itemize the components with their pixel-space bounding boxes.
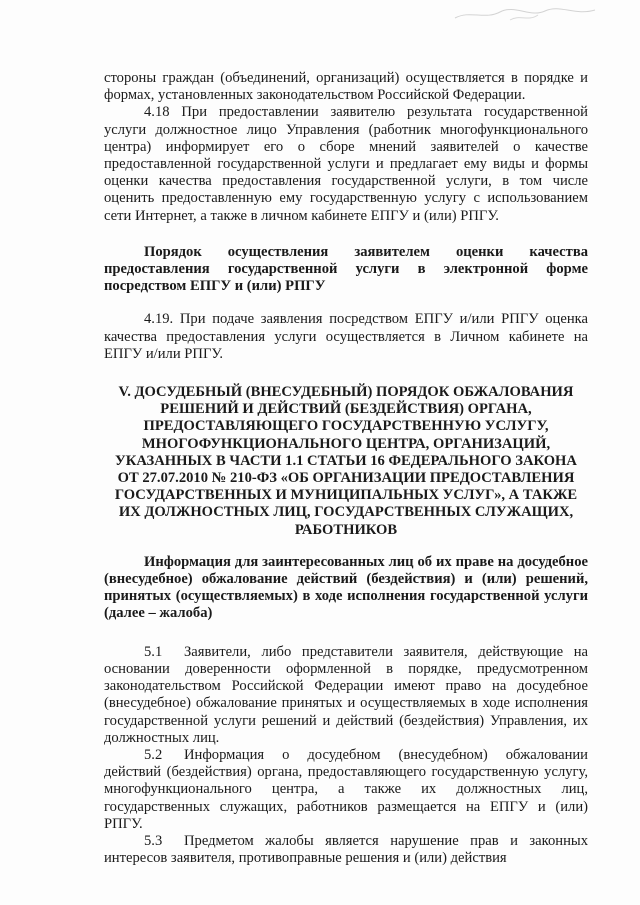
section-v-title: V. ДОСУДЕБНЫЙ (ВНЕСУДЕБНЫЙ) ПОРЯДОК ОБЖАЛОВАНИЯ РЕШЕНИЙ И ДЕЙСТВИЙ (БЕЗДЕЙСТВИЯ) ОРГАНА, ПРЕДОСТАВЛЯЮЩЕГО ГОСУДАРСТВЕННУЮ УСЛУГУ, МНОГОФУНКЦИОНАЛЬНОГО ЦЕНТРА, ОРГАНИЗАЦИЙ, УКАЗАННЫХ В ЧАСТИ 1.1 СТАТЬИ 16 ФЕДЕРАЛЬНОГО ЗАКОНА ОТ 27.07.2010 № 210-ФЗ «ОБ ОРГАНИЗАЦИИ ПРЕДОСТАВЛЕНИЯ ГОСУДАРСТВЕННЫХ И МУНИЦИПАЛЬНЫХ УСЛУГ», А ТАКЖЕ ИХ ДОЛЖНОСТНЫХ ЛИЦ, ГОСУДАРСТВЕННЫХ СЛУЖАЩИХ, РАБОТНИКОВ [114, 384, 578, 538]
heading-quality-assessment: Порядок осуществления заявителем оценки качества предоставления государственной услуги в электронной форме посредством ЕПГУ и (или) РПГУ [104, 243, 588, 295]
item-5-3-text: Предметом жалобы является нарушение прав и законных интересов заявителя, противоправные решения и (или) действия [104, 832, 588, 867]
paragraph-4-18: 4.18 При предоставлении заявителю результата государственной услуги должностное лицо Управления (работник многофункционального центра) информирует его о сборе мнений заявителей о качестве предоставленной государственной услуги и предлагает ему виды и формы оценки качества предоставления государственной услуги, в том числе оценить предоставленную ему государственную услугу с использованием сети Интернет, а также в личном кабинете ЕПГУ и (или) РПГУ. [104, 104, 588, 224]
item-5-2-text: Информация о досудебном (внесудебном) обжаловании действий (бездействия) органа, предоставляющего государственную услугу, многофункционального центра, а также их должностных лиц, государственных служащих, работников размещается на ЕПГУ и (или) РПГУ. [104, 746, 588, 832]
paragraph-4-19: 4.19. При подаче заявления посредством ЕПГУ и/или РПГУ оценка качества предоставления услуги осуществляется в Личном кабинете на ЕПГУ и/или РПГУ. [104, 311, 588, 362]
heading-appeal-information: Информация для заинтересованных лиц об их праве на досудебное (внесудебное) обжалование действий (бездействия) и (или) решений, принятых (осуществляемых) в ходе исполнения государственной услуги (далее – жалоба) [104, 553, 588, 622]
item-5-1-number: 5.1 [144, 643, 163, 660]
stamp-smudge-mark [450, 4, 600, 24]
item-5-3 [104, 833, 588, 867]
item-5-3-number: 5.3 [144, 832, 163, 849]
item-5-2-number: 5.2 [144, 746, 163, 763]
paragraph-continuation: стороны граждан (объединений, организаций) осуществляется в порядке и формах, установленных законодательством Российской Федерации. [104, 70, 588, 104]
item-5-2 [104, 747, 588, 833]
item-5-1-text: Заявители, либо представители заявителя, действующие на основании доверенности оформленной в порядке, предусмотренном законодательством Российской Федерации имеют право на досудебное (внесудебное) обжалование принятых и осуществляемых в ходе исполнения государственной услуги решений и действий (бездействия) Управления, их должностных лиц. [104, 643, 588, 746]
document-body [104, 70, 588, 867]
item-5-1 [104, 644, 588, 747]
